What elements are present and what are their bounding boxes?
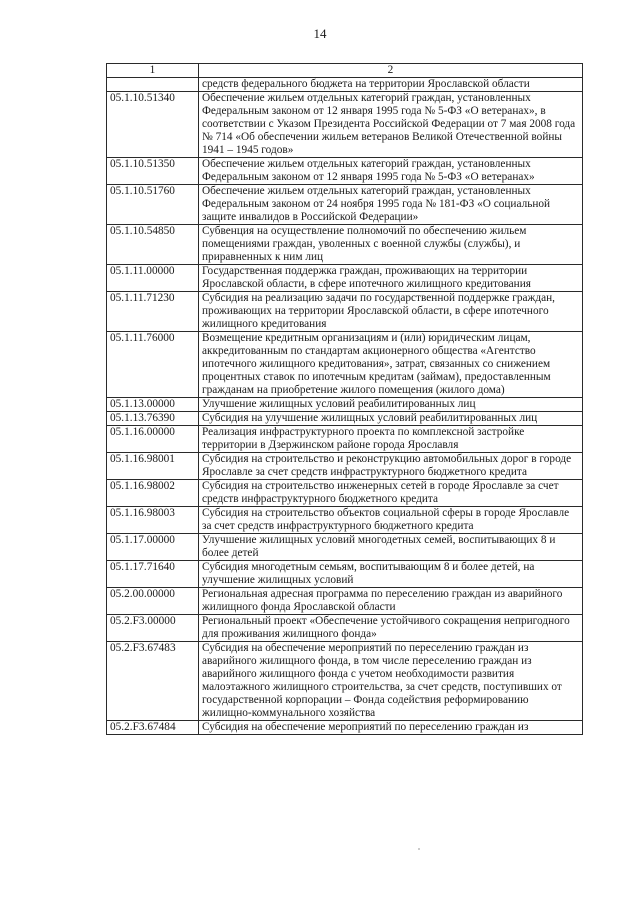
target-article-code: 05.1.11.76000 <box>107 332 199 398</box>
target-article-name: Субсидия на обеспечение мероприятий по переселению граждан из аварийного жилищного фонда, в том числе переселению граждан из аварийного жилищного фонда с учетом необходимости развития малоэтажного жилищного строительства, за счет средств, поступивших от государственной корпорации – Фонда содействия реформированию жилищно-коммунального хозяйства <box>199 642 583 721</box>
target-article-name: Улучшение жилищных условий реабилитированных лиц <box>199 398 583 412</box>
target-article-code: 05.1.10.54850 <box>107 225 199 265</box>
target-article-code: 05.1.10.51350 <box>107 158 199 185</box>
target-article-code: 05.1.10.51340 <box>107 92 199 158</box>
target-article-code: 05.1.13.00000 <box>107 398 199 412</box>
target-article-code: 05.2.F3.67483 <box>107 642 199 721</box>
table-row <box>107 412 583 426</box>
target-article-name: Субсидия на строительство и реконструкцию автомобильных дорог в городе Ярославле за счет средств инфраструктурного бюджетного кредита <box>199 453 583 480</box>
target-article-code: 05.1.16.98003 <box>107 507 199 534</box>
target-article-name: Субсидия на реализацию задачи по государственной поддержке граждан, проживающих на территории Ярославской области, в сфере ипотечного жилищного кредитования <box>199 292 583 332</box>
target-article-name: Субсидия на обеспечение мероприятий по переселению граждан из <box>199 721 583 735</box>
target-article-name: Обеспечение жильем отдельных категорий граждан, установленных Федеральным законом от 12 января 1995 года № 5-ФЗ «О ветеранах» <box>199 158 583 185</box>
table-row <box>107 92 583 158</box>
target-article-name: Региональная адресная программа по переселению граждан из аварийного жилищного фонда Ярославской области <box>199 588 583 615</box>
target-article-code: 05.2.00.00000 <box>107 588 199 615</box>
budget-classification-table <box>106 63 583 735</box>
table-row <box>107 292 583 332</box>
scan-speck <box>418 848 420 850</box>
target-article-code: 05.1.13.76390 <box>107 412 199 426</box>
table-row <box>107 426 583 453</box>
table-row <box>107 185 583 225</box>
column-header-name: 2 <box>199 64 583 78</box>
target-article-code: 05.1.10.51760 <box>107 185 199 225</box>
table-row <box>107 588 583 615</box>
target-article-name: Возмещение кредитным организациям и (или) юридическим лицам, аккредитованным по стандартам акционерного общества «Агентство ипотечного жилищного кредитования», затрат, связанных со снижением процентных ставок по ипотечным кредитам (займам), предоставленным гражданам на приобретение жилого помещения (жилого дома) <box>199 332 583 398</box>
target-article-code: 05.1.11.71230 <box>107 292 199 332</box>
target-article-name: Государственная поддержка граждан, проживающих на территории Ярославской области, в сфере ипотечного жилищного кредитования <box>199 265 583 292</box>
target-article-name: Обеспечение жильем отдельных категорий граждан, установленных Федеральным законом от 24 ноября 1995 года № 181-ФЗ «О социальной защите инвалидов в Российской Федерации» <box>199 185 583 225</box>
table-row <box>107 561 583 588</box>
table-row <box>107 721 583 735</box>
target-article-name: средств федерального бюджета на территории Ярославской области <box>199 78 583 92</box>
target-article-name: Реализация инфраструктурного проекта по комплексной застройке территории в Дзержинском районе города Ярославля <box>199 426 583 453</box>
table-header-row <box>107 64 583 78</box>
target-article-code <box>107 78 199 92</box>
target-article-name: Региональный проект «Обеспечение устойчивого сокращения непригодного для проживания жилищного фонда» <box>199 615 583 642</box>
target-article-name: Обеспечение жильем отдельных категорий граждан, установленных Федеральным законом от 12 января 1995 года № 5-ФЗ «О ветеранах», в соответствии с Указом Президента Российской Федерации от 7 мая 2008 года № 714 «Об обеспечении жильем ветеранов Великой Отечественной войны 1941 – 1945 годов» <box>199 92 583 158</box>
target-article-name: Субсидия на строительство объектов социальной сферы в городе Ярославле за счет средств инфраструктурного бюджетного кредита <box>199 507 583 534</box>
target-article-code: 05.1.11.00000 <box>107 265 199 292</box>
table-row <box>107 225 583 265</box>
table-row <box>107 265 583 292</box>
table-row <box>107 642 583 721</box>
target-article-name: Субвенция на осуществление полномочий по обеспечению жильем помещениями граждан, уволенных с военной службы (службы), и приравненных к ним лиц <box>199 225 583 265</box>
target-article-name: Субсидия на улучшение жилищных условий реабилитированных лиц <box>199 412 583 426</box>
table-row <box>107 507 583 534</box>
target-article-name: Улучшение жилищных условий многодетных семей, воспитывающих 8 и более детей <box>199 534 583 561</box>
table-row <box>107 398 583 412</box>
page-number: 14 <box>313 26 327 41</box>
target-article-code: 05.1.16.98002 <box>107 480 199 507</box>
table-row <box>107 480 583 507</box>
target-article-name: Субсидия многодетным семьям, воспитывающим 8 и более детей, на улучшение жилищных условий <box>199 561 583 588</box>
table-row <box>107 332 583 398</box>
target-article-name: Субсидия на строительство инженерных сетей в городе Ярославле за счет средств инфраструктурного бюджетного кредита <box>199 480 583 507</box>
target-article-code: 05.1.17.00000 <box>107 534 199 561</box>
table-row <box>107 78 583 92</box>
table-row <box>107 158 583 185</box>
target-article-code: 05.1.16.98001 <box>107 453 199 480</box>
target-article-code: 05.2.F3.00000 <box>107 615 199 642</box>
table-row <box>107 615 583 642</box>
table-row <box>107 534 583 561</box>
target-article-code: 05.1.17.71640 <box>107 561 199 588</box>
target-article-code: 05.2.F3.67484 <box>107 721 199 735</box>
table-row <box>107 453 583 480</box>
target-article-code: 05.1.16.00000 <box>107 426 199 453</box>
column-header-code: 1 <box>107 64 199 78</box>
